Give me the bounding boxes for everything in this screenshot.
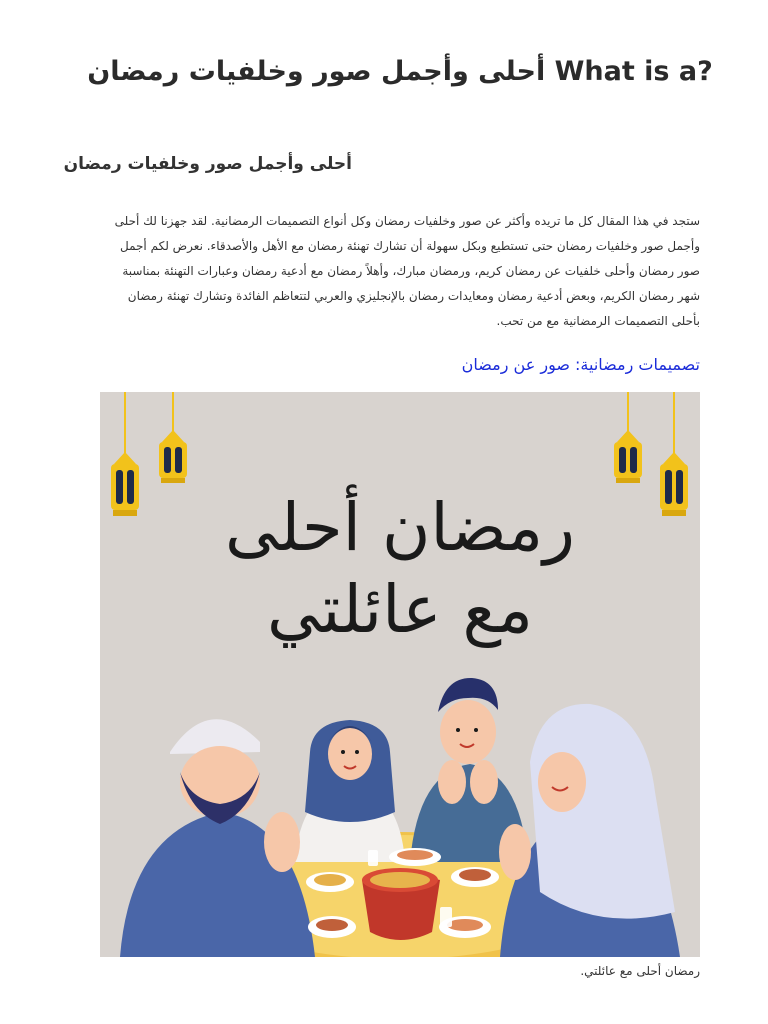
illustration-headline-line2: مع عائلتي [266,571,534,648]
intro-paragraph: ستجد في هذا المقال كل ما تريده وأكثر عن صور وخلفيات رمضان وكل أنواع التصميمات الرمضانية. لقد جهزنا لك أحلى وأجمل صور وخلفيات رمضان حتى تستطيع وبكل سهولة أن تشارك تهنئة رمضان مع الأهل والأصدقاء. نعرض لكم أجمل صور رمضان وأحلى خلفيات عن رمضان كريم، ورمضان مبارك، وأهلاً رمضان مع أدعية رمضان وعبارات التهنئة بمناسبة شهر رمضان الكريم، وبعض أدعية رمضان ومعايدات رمضان بالإنجليزي والعربي لتتعاظم الفائدة وتشارك تهنئة رمضان بأحلى التصميمات الرمضانية مع من تحب. [114,214,700,328]
page-title: أحلى وأجمل صور وخلفيات رمضان What is a? [87,56,713,87]
image-caption: رمضان أحلى مع عائلتي. [580,964,700,978]
ramadan-family-illustration [100,392,700,957]
section-link-ramadan-images[interactable]: تصميمات رمضانية: صور عن رمضان [461,355,700,374]
article-subtitle: أحلى وأجمل صور وخلفيات رمضان [63,154,352,174]
illustration-headline-line1: رمضان أحلى [224,489,576,566]
article [63,0,713,1024]
